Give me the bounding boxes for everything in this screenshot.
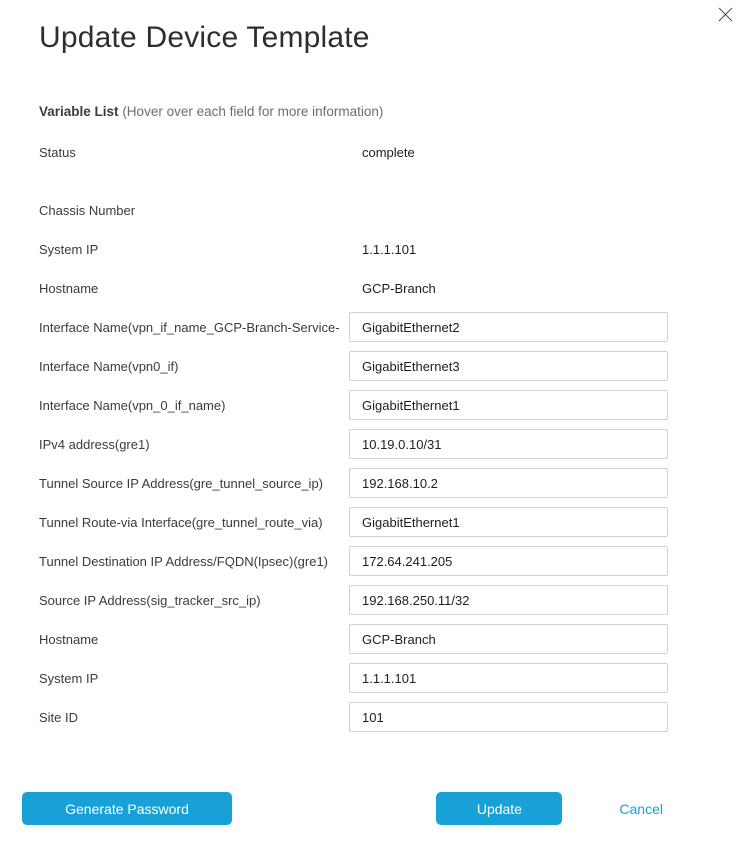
status-value: complete	[362, 144, 415, 160]
field-label: Interface Name(vpn0_if)	[39, 358, 179, 374]
variable-field-list	[0, 137, 752, 732]
hostname-input-row	[39, 624, 668, 654]
variable-list-heading-hint: (Hover over each field for more information)	[122, 104, 384, 119]
field-label: Site ID	[39, 709, 79, 725]
footer-right-group	[436, 792, 663, 825]
hostname-input[interactable]	[349, 624, 668, 654]
field-label: System IP	[39, 241, 99, 257]
generate-password-button[interactable]: Generate Password	[22, 792, 232, 825]
system-ip-input[interactable]	[349, 663, 668, 693]
variable-list-heading	[39, 103, 668, 121]
interface-name-vpn0-if-row	[39, 351, 668, 381]
source-ip-address-row	[39, 585, 668, 615]
field-label: Tunnel Source IP Address(gre_tunnel_source_ip)	[39, 475, 324, 491]
field-label: Hostname	[39, 631, 99, 647]
field-label: Interface Name(vpn_if_name_GCP-Branch-Service-	[39, 319, 340, 335]
interface-name-vpn-0-if-name-input[interactable]	[349, 390, 668, 420]
close-icon[interactable]	[716, 5, 734, 23]
site-id-input[interactable]	[349, 702, 668, 732]
interface-name-service-vpn-input[interactable]	[349, 312, 668, 342]
modal-title: Update Device Template	[39, 21, 370, 54]
field-label: Source IP Address(sig_tracker_src_ip)	[39, 592, 261, 608]
system-ip-input-row	[39, 663, 668, 693]
interface-name-service-vpn-row	[39, 312, 668, 342]
tunnel-destination-ip-row	[39, 546, 668, 576]
ipv4-address-gre1-input[interactable]	[349, 429, 668, 459]
ipv4-address-gre1-row	[39, 429, 668, 459]
status-row	[39, 137, 668, 167]
field-label: Status	[39, 144, 76, 160]
system-ip-row	[39, 234, 668, 264]
field-label: Tunnel Route-via Interface(gre_tunnel_route_via)	[39, 514, 323, 530]
field-label: IPv4 address(gre1)	[39, 436, 150, 452]
close-icon-glyph	[718, 7, 733, 22]
hostname-value: GCP-Branch	[362, 280, 436, 296]
modal-footer	[0, 792, 752, 825]
field-label: Interface Name(vpn_0_if_name)	[39, 397, 226, 413]
hostname-row	[39, 273, 668, 303]
tunnel-source-ip-row	[39, 468, 668, 498]
tunnel-route-via-interface-input[interactable]	[349, 507, 668, 537]
variable-list-heading-title: Variable List	[39, 104, 119, 119]
chassis-number-row	[39, 195, 668, 225]
site-id-row	[39, 702, 668, 732]
cancel-button[interactable]: Cancel	[619, 800, 663, 817]
field-label: Chassis Number	[39, 202, 136, 218]
system-ip-value: 1.1.1.101	[362, 241, 417, 257]
field-label: Tunnel Destination IP Address/FQDN(Ipsec)(gre1)	[39, 553, 329, 569]
tunnel-source-ip-input[interactable]	[349, 468, 668, 498]
tunnel-destination-ip-input[interactable]	[349, 546, 668, 576]
field-label: System IP	[39, 670, 99, 686]
interface-name-vpn0-if-input[interactable]	[349, 351, 668, 381]
interface-name-vpn-0-if-name-row	[39, 390, 668, 420]
source-ip-address-input[interactable]	[349, 585, 668, 615]
tunnel-route-via-interface-row	[39, 507, 668, 537]
field-label: Hostname	[39, 280, 99, 296]
update-button[interactable]: Update	[436, 792, 562, 825]
